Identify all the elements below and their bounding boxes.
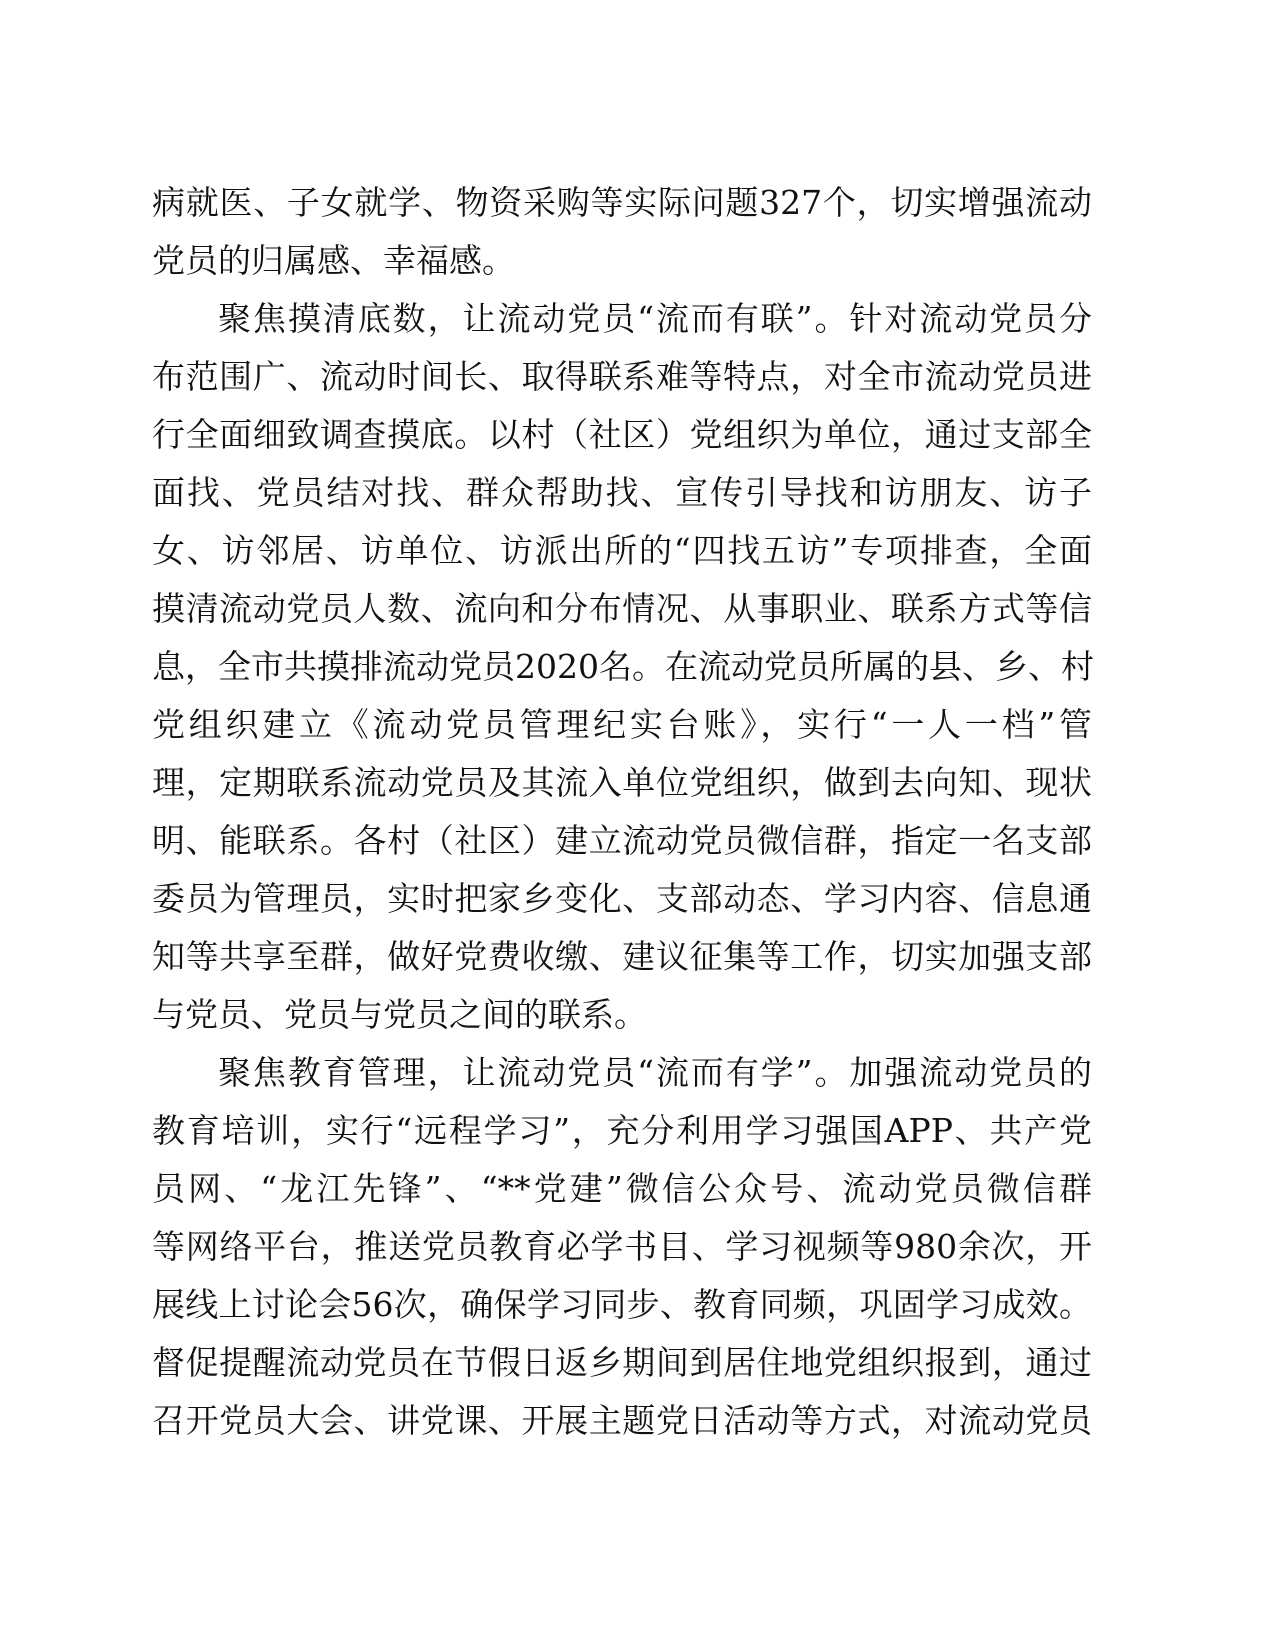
text-line: 等网络平台，推送党员教育必学书目、学习视频等980余次，开 xyxy=(152,1227,1092,1266)
text-line: 女、访邻居、访单位、访派出所的“四找五访”专项排查，全面 xyxy=(152,531,1092,570)
text-line: 与党员、党员与党员之间的联系。 xyxy=(152,995,647,1034)
text-line: 行全面细致调查摸底。以村（社区）党组织为单位，通过支部全 xyxy=(152,415,1092,454)
paragraph-start-line: 聚焦摸清底数，让流动党员“流而有联”。针对流动党员分 xyxy=(218,299,1092,338)
paragraph-start-line: 聚焦教育管理，让流动党员“流而有学”。加强流动党员的 xyxy=(218,1053,1092,1092)
text-line: 党组织建立《流动党员管理纪实台账》，实行“一人一档”管 xyxy=(152,705,1092,744)
text-line: 委员为管理员，实时把家乡变化、支部动态、学习内容、信息通 xyxy=(152,879,1092,918)
text-line: 督促提醒流动党员在节假日返乡期间到居住地党组织报到，通过 xyxy=(152,1343,1092,1382)
text-line: 布范围广、流动时间长、取得联系难等特点，对全市流动党员进 xyxy=(152,357,1092,396)
text-line: 息，全市共摸排流动党员2020名。在流动党员所属的县、乡、村 xyxy=(152,647,1094,686)
text-line: 明、能联系。各村（社区）建立流动党员微信群，指定一名支部 xyxy=(152,821,1092,860)
text-line: 教育培训，实行“远程学习”，充分利用学习强国APP、共产党 xyxy=(152,1111,1092,1150)
text-line: 病就医、子女就学、物资采购等实际问题327个，切实增强流动 xyxy=(152,183,1092,222)
text-line: 理，定期联系流动党员及其流入单位党组织，做到去向知、现状 xyxy=(152,763,1092,802)
text-line: 党员的归属感、幸福感。 xyxy=(152,241,515,280)
text-line: 展线上讨论会56次，确保学习同步、教育同频，巩固学习成效。 xyxy=(152,1285,1092,1324)
body-text xyxy=(152,174,1092,1450)
text-line: 召开党员大会、讲党课、开展主题党日活动等方式，对流动党员 xyxy=(152,1401,1092,1440)
text-line: 面找、党员结对找、群众帮助找、宣传引导找和访朋友、访子 xyxy=(152,473,1092,512)
text-line: 摸清流动党员人数、流向和分布情况、从事职业、联系方式等信 xyxy=(152,589,1092,628)
text-line: 员网、“龙江先锋”、“**党建”微信公众号、流动党员微信群 xyxy=(152,1169,1092,1208)
text-line: 知等共享至群，做好党费收缴、建议征集等工作，切实加强支部 xyxy=(152,937,1092,976)
